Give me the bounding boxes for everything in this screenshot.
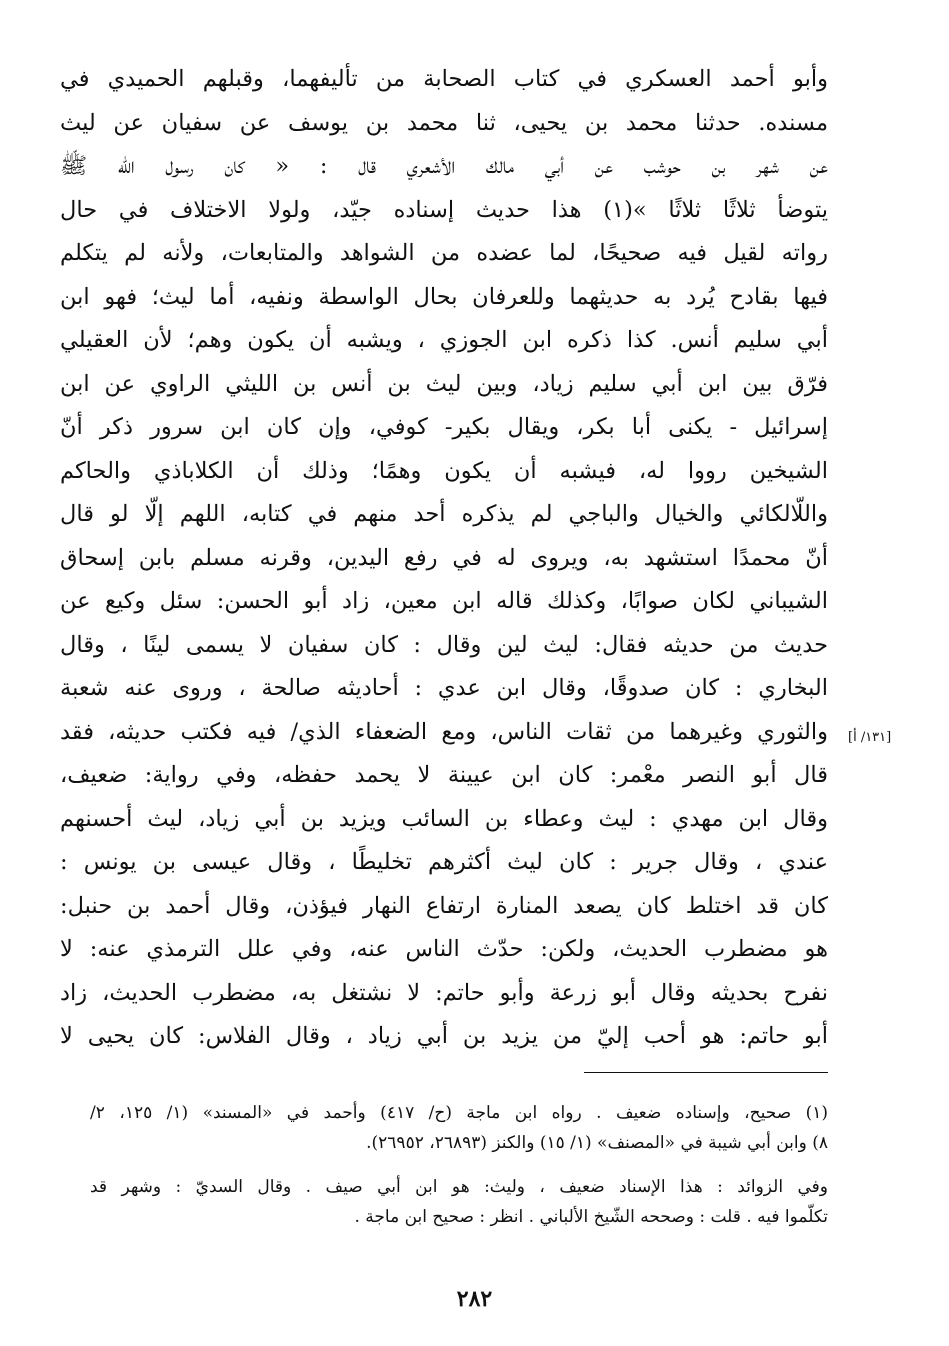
text-line: عن شهر بن حوشب عن أبي مالك الأشعري قال : « كان رسول الله ﷺ xyxy=(60,153,828,179)
text-line: وأبو أحمد العسكري في كتاب الصحابة من تأليفهما، وقبلهم الحميدي في xyxy=(60,66,828,92)
footnote-line: تكلّموا فيه . قلت : وصححه الشّيخ الألباني . انظر : صحيح ابن ماجة . xyxy=(354,1207,828,1227)
manuscript-folio-marker: [١٣١/ أ] xyxy=(848,730,892,745)
text-line: إسرائيل - يكنى أبا بكر، ويقال بكير- كوفي، وإن كان ابن سرور ذكر أنّ xyxy=(60,414,828,440)
text-line: والثوري وغيرهما من ثقات الناس، ومع الضعفاء الذي/ فيه فكتب حديثه، فقد xyxy=(60,718,828,745)
text-line: هو مضطرب الحديث، ولكن: حدّث الناس عنه، وفي علل الترمذي عنه: لا xyxy=(60,936,828,962)
text-line: قال أبو النصر معْمر: كان ابن عيينة لا يحمد حفظه، وفي رواية: ضعيف، xyxy=(60,762,828,788)
text-line: أنّ محمدًا استشهد به، ويروى له في رفع اليدين، وقرنه مسلم بابن إسحاق xyxy=(60,544,828,571)
footnotes xyxy=(90,1098,828,1232)
text-line: واللّالكائي والخيال والباجي لم يذكره أحد منهم في كتابه، اللهم إلّا لو قال xyxy=(60,501,828,527)
text-line: يتوضأ ثلاثًا ثلاثًا »(١) هذا حديث إسناده جيّد، ولولا الاختلاف في حال xyxy=(60,196,828,223)
text-line: مسنده. حدثنا محمد بن يحيى، ثنا محمد بن يوسف عن سفيان عن ليث xyxy=(60,109,828,136)
footnote-line: (١) صحيح، وإسناده ضعيف . رواه ابن ماجة (ح/ ٤١٧) وأحمد في «المسند» (١/ ١٢٥، ٢/ xyxy=(90,1103,828,1123)
footnote-line: وفي الزوائد : هذا الإسناد ضعيف ، وليث: هو ابن أبي صيف . وقال السديّ : وشهر قد xyxy=(90,1177,828,1197)
footnote-line: ٨) وابن أبي شيبة في «المصنف» (١/ ١٥) والكنز (٢٦٨٩٣، ٢٦٩٥٢). xyxy=(366,1133,828,1153)
page-number: ٢٨٢ xyxy=(456,1286,493,1312)
text-line: عندي ، وقال جرير : كان ليث أكثرهم تخليطًا ، وقال عيسى بن يونس : xyxy=(60,849,828,875)
text-line: نفرح بحديثه وقال أبو زرعة وأبو حاتم: لا نشتغل به، مضطرب الحديث، زاد xyxy=(60,979,828,1006)
text-line: حديث من حديثه فقال: ليث لين وقال : كان سفيان لا يسمى لينًا ، وقال xyxy=(60,631,828,658)
footnote-block xyxy=(90,1172,828,1232)
text-line: أبو حاتم: هو أحب إليّ من يزيد بن أبي زياد ، وقال الفلاس: كان يحيى لا xyxy=(60,1023,828,1049)
text-line: الشيباني لكان صوابًا، وكذلك قاله ابن معين، زاد أبو الحسن: سئل وكيع عن xyxy=(60,588,828,614)
text-line: رواته لقيل فيه صحيحًا، لما عضده من الشواهد والمتابعات، ولأنه لم يتكلم xyxy=(60,240,828,266)
text-line: الشيخين رووا له، فيشبه أن يكون وهمًا؛ وذلك أن الكلاباذي والحاكم xyxy=(60,457,828,484)
text-line: فيها بقادح يُرد به حديثهما وللعرفان بحال الواسطة ونفيه، أما ليث؛ فهو ابن xyxy=(60,283,828,310)
footnote-separator xyxy=(584,1072,828,1073)
text-line: البخاري : كان صدوقًا، وقال ابن عدي : أحاديثه صالحة ، وروى عنه شعبة xyxy=(60,675,828,701)
footnote-block xyxy=(90,1098,828,1158)
text-line: أبي سليم أنس. كذا ذكره ابن الجوزي ، ويشبه أن يكون وهم؛ لأن العقيلي xyxy=(60,327,828,353)
text-line: كان قد اختلط كان يصعد المنارة ارتفاع النهار فيؤذن، وقال أحمد بن حنبل: xyxy=(60,892,828,919)
text-line: وقال ابن مهدي : ليث وعطاء بن السائب ويزيد بن أبي زياد، ليث أحسنهم xyxy=(60,805,828,832)
main-text-body xyxy=(60,58,828,1059)
text-line: فرّق بين ابن أبي سليم زياد، وبين ليث بن أنس بن الليثي الراوي عن ابن xyxy=(60,370,828,397)
